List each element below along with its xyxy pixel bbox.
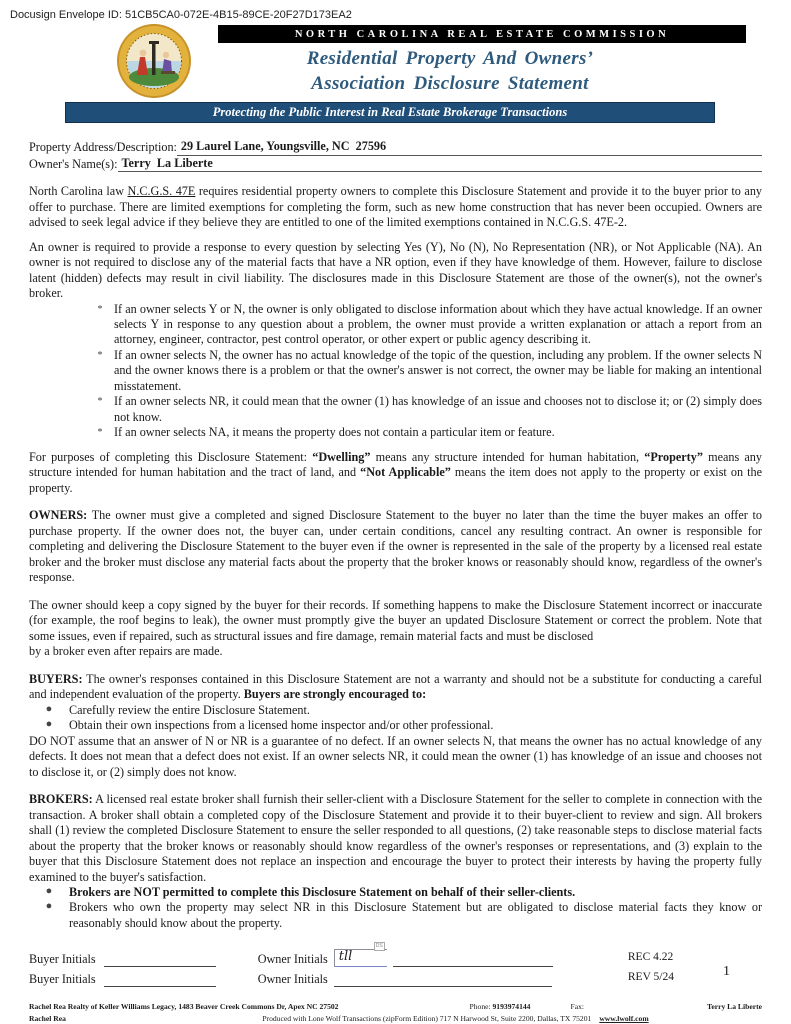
brokers-rules-list [29,885,762,931]
buyer-initials-line[interactable] [104,952,216,967]
definitions-paragraph [29,450,762,496]
response-options-list [29,302,762,441]
do-not-paragraph: DO NOT assume that an answer of N or NR is a guarantee of no defect. If an owner selects N, that means the owner has no actual knowledge of any defects. It does not mean that a defect does not exist. If an owner selects NR, it could mean the owner (1) has knowledge of an issue and chooses not to disclose it, or (2) simply does not know. [29,733,762,779]
property-address-value[interactable]: 29 Laurel Lane, Youngsville, NC 27596 [177,139,762,155]
owner-initials-label: Owner Initials [257,951,328,966]
owner-name-label: Owner's Name(s): [29,156,118,171]
produced-text: Produced with Lone Wolf Transactions (zipForm Edition) 717 N Harwood St, Suite 2200, Dallas, TX 75201 [262,1013,592,1023]
owners-lead: OWNERS: [29,508,88,523]
phone-label: Phone: [469,1002,493,1012]
brokers-paragraph [29,792,762,885]
buyers-advice-list [29,703,762,734]
buyers-lead: BUYERS: [29,671,83,686]
list-item-text: Obtain their own inspections from a licensed home inspector and/or other professional. [69,718,494,733]
buyer-initials-label: Buyer Initials [29,971,96,986]
dot-bullet-icon: ● [45,900,53,913]
buyer-initials-label: Buyer Initials [29,951,96,966]
dot-bullet-icon: ● [45,718,53,731]
rev-number: REV 5/24 [627,971,674,984]
buyers-text: The owner's responses contained in this Disclosure Statement are not a warranty and should not be a substitute for conducting a careful and independent evaluation of the property. [29,671,762,702]
owner-name-value[interactable]: Terry La Liberte [118,156,763,172]
phone-number: 9193974144 [492,1002,531,1012]
def-pre: For purposes of completing this Disclosure Statement: [29,449,313,464]
asterisk-bullet-icon: * [97,349,103,361]
footer-row-2 [29,1013,762,1024]
list-item-text: If an owner selects Y or N, the owner is only obligated to disclose information about which they have actual knowledge. If an owner selects Y in response to any question about a problem, the owner must provide a written explanation or attach a report from an attorney, engineer, contractor, pest control operator, or other expert or public agency describing it. [114,301,762,347]
lwolf-link[interactable]: www.lwolf.com [599,1013,649,1023]
owner-initials-line[interactable] [393,952,553,967]
mission-banner: Protecting the Public Interest in Real Estate Brokerage Transactions [65,102,715,123]
owner-name-row [29,156,762,172]
property-address-row [29,139,762,155]
def-property: “Property” [644,449,703,464]
asterisk-bullet-icon: * [97,396,103,408]
list-item [29,885,762,900]
list-item [29,348,762,394]
def-not-applicable: “Not Applicable” [360,465,451,480]
owners-text: The owner must give a completed and signed Disclosure Statement to the buyer no later than the time the buyer makes an offer to purchase property. If the owner does not, the buyer can, under certain conditions, cancel any resulting contract. An owner is responsible for completing and delivering the Disclosure Statement to the buyer even if the owner is represented in the sale of the property by a licensed real estate broker and the broker must disclose any material facts about the property that the broker knows or reasonably should know, regardless of the owner's response. [29,508,762,585]
list-item-text: Carefully review the entire Disclosure Statement. [69,702,310,717]
docusign-envelope-id: Docusign Envelope ID: 51CB5CA0-072E-4B15-89CE-20F27D173EA2 [10,9,352,21]
buyer-initials-line[interactable] [104,972,216,987]
list-item [29,703,762,718]
list-item-text: Brokers who own the property may select NR in this Disclosure Statement but are obligated to disclose material facts they know or reasonably should know about the property. [69,900,762,930]
list-item-text: If an owner selects NR, it could mean that the owner (1) has knowledge of an issue and chooses not to disclose it; or (2) simply does not know. [114,394,762,424]
buyers-bold-tail: Buyers are strongly encouraged to: [243,687,427,702]
commission-title-bar: NORTH CAROLINA REAL ESTATE COMMISSION [218,25,746,43]
client-name: Terry La Liberte [707,1002,762,1012]
intro-paragraph-1 [29,184,762,230]
intro-p1-pre: North Carolina law [29,184,128,199]
owner-initials-label: Owner Initials [257,971,328,986]
fax-label: Fax: [570,1002,584,1012]
form-header [0,21,791,123]
property-address-label: Property Address/Description: [29,140,177,155]
form-body [0,123,791,1024]
def-mid1: means any structure intended for human habitation, [370,449,645,464]
list-item [29,302,762,348]
docusign-tag: DS [375,943,383,950]
rec-number: REC 4.22 [627,951,674,964]
form-title-line1: Residential Property And Owners’ [306,48,594,69]
form-revision-info [628,947,674,987]
brokerage-office-info: Rachel Rea Realty of Keller Williams Legacy, 1483 Beaver Creek Commons Dr, Apex NC 27502 [29,1002,339,1012]
asterisk-bullet-icon: * [97,303,103,315]
nc-commission-seal-icon [116,23,192,99]
initials-block [29,943,762,987]
def-post: means the item does not apply to the property or exist on the property. [29,465,762,495]
list-item [29,425,762,440]
owner-copy-tail: by a broker even after repairs are made. [29,644,223,659]
intro-paragraph-2: An owner is required to provide a response to every question by selecting Yes (Y), No (N), No Representation (NR), or Not Applicable (NA). An owner is not required to disclose any of the material facts that have a NR option, even if they have knowledge of them. However, failure to disclose latent (hidden) defects may result in civil liability. The disclosures made in this Disclosure Statement are those of the owner(s), not the owner's broker. [29,239,762,301]
asterisk-bullet-icon: * [97,427,103,439]
brokers-lead: BROKERS: [29,792,93,807]
list-item [29,900,762,931]
list-item [29,718,762,733]
form-title-line2: Association Disclosure Statement [311,73,589,95]
owners-paragraph [29,508,762,585]
produced-with-text [149,1013,762,1024]
intro-p1-post: requires residential property owners to complete this Disclosure Statement and provide it to the buyer prior to any offer to purchase. There are limited exemptions for completing the form, such as new home construction that has never been occupied. Owners are advised to seek legal advice if they believe they are entitled to one of the limited exemptions contained in N.C.G.S. 47E-2. [29,184,763,230]
agent-name: Rachel Rea [29,1013,66,1023]
form-title [170,43,730,96]
phone-info [462,1001,531,1012]
owner-initials-line[interactable] [334,972,552,987]
page-number: 1 [723,964,730,980]
def-dwelling: “Dwelling” [312,449,371,464]
list-item-text: If an owner selects NA, it means the property does not contain a particular item or feature. [114,425,555,440]
buyers-paragraph [29,672,762,703]
docusign-initials-stamp[interactable] [334,943,387,967]
def-mid2: means any structure intended for human habitation and the tract of land, and [29,449,762,480]
list-item-text: Brokers are NOT permitted to complete this Disclosure Statement on behalf of their seller-clients. [69,884,576,899]
dot-bullet-icon: ● [45,702,53,715]
brokers-text: A licensed real estate broker shall furnish their seller-client with a Disclosure Statement for the seller to complete in connection with the transaction. A broker shall obtain a completed copy of the Disclosure Statement and provide it to their buyer-client to review and sign. All brokers shall (1) review the completed Disclosure Statement to ensure the seller responded to all questions, (2) take reasonable steps to disclose material facts about the property that the broker knows or reasonably should know regardless of the owner's responses or representations, and (3) explain to the buyer that this Disclosure Statement does not replace an inspection and encourage the buyer to protect their interests by having the property fully examined to the buyer's satisfaction. [29,792,762,884]
owner-copy-main: The owner should keep a copy signed by the buyer for their records. If something happens to make the Disclosure Statement incorrect or inaccurate (for example, the roof begins to leak), the owner must promptly give the buyer an updated Disclosure Statement or correct the problem. Note that some issues, even if repaired, such as structural issues and fire damage, remain material facts and must be disclosed [29,597,762,643]
list-item-text: If an owner selects N, the owner has no actual knowledge of the topic of the question, including any problem. If the owner selects N and the owner knows there is a problem or that the owner's answer is not correct, the owner may be liable for making an intentional misstatement. [114,347,762,393]
owner-copy-paragraph [29,598,762,644]
statute-reference: N.C.G.S. 47E [127,184,196,199]
footer-row-1 [29,1001,762,1012]
dot-bullet-icon: ● [45,884,53,897]
list-item [29,394,762,425]
page-footer [29,1001,762,1024]
owner-initials-signature: tll [338,949,353,965]
